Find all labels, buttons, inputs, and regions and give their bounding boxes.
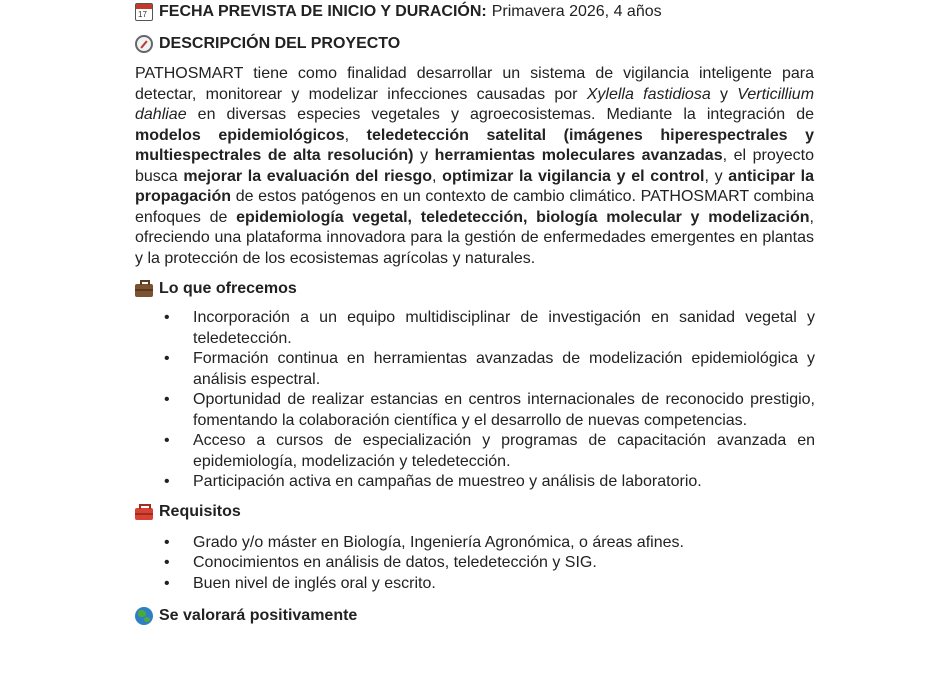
list-item: • Oportunidad de realizar estancias en centros internacionales de reconocido prestigio, fomentando la colaboración científica y el desarrollo de nuevas competencias. [164, 391, 815, 429]
list-item: • Incorporación a un equipo multidisciplinar de investigación en sanidad vegetal y teledetección. [164, 309, 815, 347]
list-item: • Buen nivel de inglés oral y escrito. [164, 574, 436, 592]
list-item: • Grado y/o máster en Biología, Ingeniería Agronómica, o áreas afines. [164, 533, 684, 551]
requisitos-heading: Requisitos [159, 503, 241, 520]
fecha-label: FECHA PREVISTA DE INICIO Y DURACIÓN: [159, 2, 487, 20]
compass-icon [135, 35, 153, 53]
species-verticillium: Verticillium dahliae [135, 85, 815, 123]
ofrecemos-heading-line [135, 278, 815, 299]
fecha-value: Primavera 2026, 4 años [491, 2, 662, 20]
ofrecemos-heading: Lo que ofrecemos [159, 279, 297, 297]
list-item: • Formación continua en herramientas avanzadas de modelización epidemiológica y análisis espectral. [164, 350, 815, 388]
valorara-heading: Se valorará positivamente [159, 606, 358, 624]
descripcion-heading: DESCRIPCIÓN DEL PROYECTO [159, 34, 401, 52]
requisitos-heading-line [135, 502, 815, 523]
fecha-line [135, 1, 815, 22]
requisitos-list [135, 533, 815, 595]
descripcion-paragraph: PATHOSMART tiene como finalidad desarrollar un sistema de vigilancia inteligente para detectar, monitorear y modelizar infecciones causadas por Xylella fastidiosa y Verticillium dahliae en diversas especies vegetales y agroecosistemas. Mediante la integración de modelos epidemiológicos, teledetección satelital (imágenes hiperespectrales y multiespectrales de alta resolución) y herramientas moleculares avanzadas, el proyecto busca mejorar la evaluación del riesgo, optimizar la vigilancia y el control, y anticipar la propagación de estos patógenos en un contexto de cambio climático. PATHOSMART combina enfoques de epidemiología vegetal, teledetección, biología molecular y modelización, ofreciendo una plataforma innovadora para la gestión de enfermedades emergentes en plantas y la protección de los ecosistemas agrícolas y naturales. [135, 65, 815, 267]
briefcase-icon [135, 284, 153, 297]
toolbox-icon [135, 508, 153, 520]
list-item: • Conocimientos en análisis de datos, teledetección y SIG. [164, 554, 597, 571]
list-item: • Acceso a cursos de especialización y programas de capacitación avanzada en epidemiología, modelización y teledetección. [164, 432, 815, 470]
descripcion-heading-line [135, 33, 815, 54]
ofrecemos-list [135, 308, 815, 493]
valorara-heading-line [135, 605, 815, 626]
calendar-icon: 17 [135, 3, 153, 21]
globe-icon [135, 607, 153, 625]
species-xylella: Xylella fastidiosa [586, 85, 711, 103]
list-item: • Participación activa en campañas de muestreo y análisis de laboratorio. [164, 473, 702, 490]
document-page [135, 0, 815, 626]
